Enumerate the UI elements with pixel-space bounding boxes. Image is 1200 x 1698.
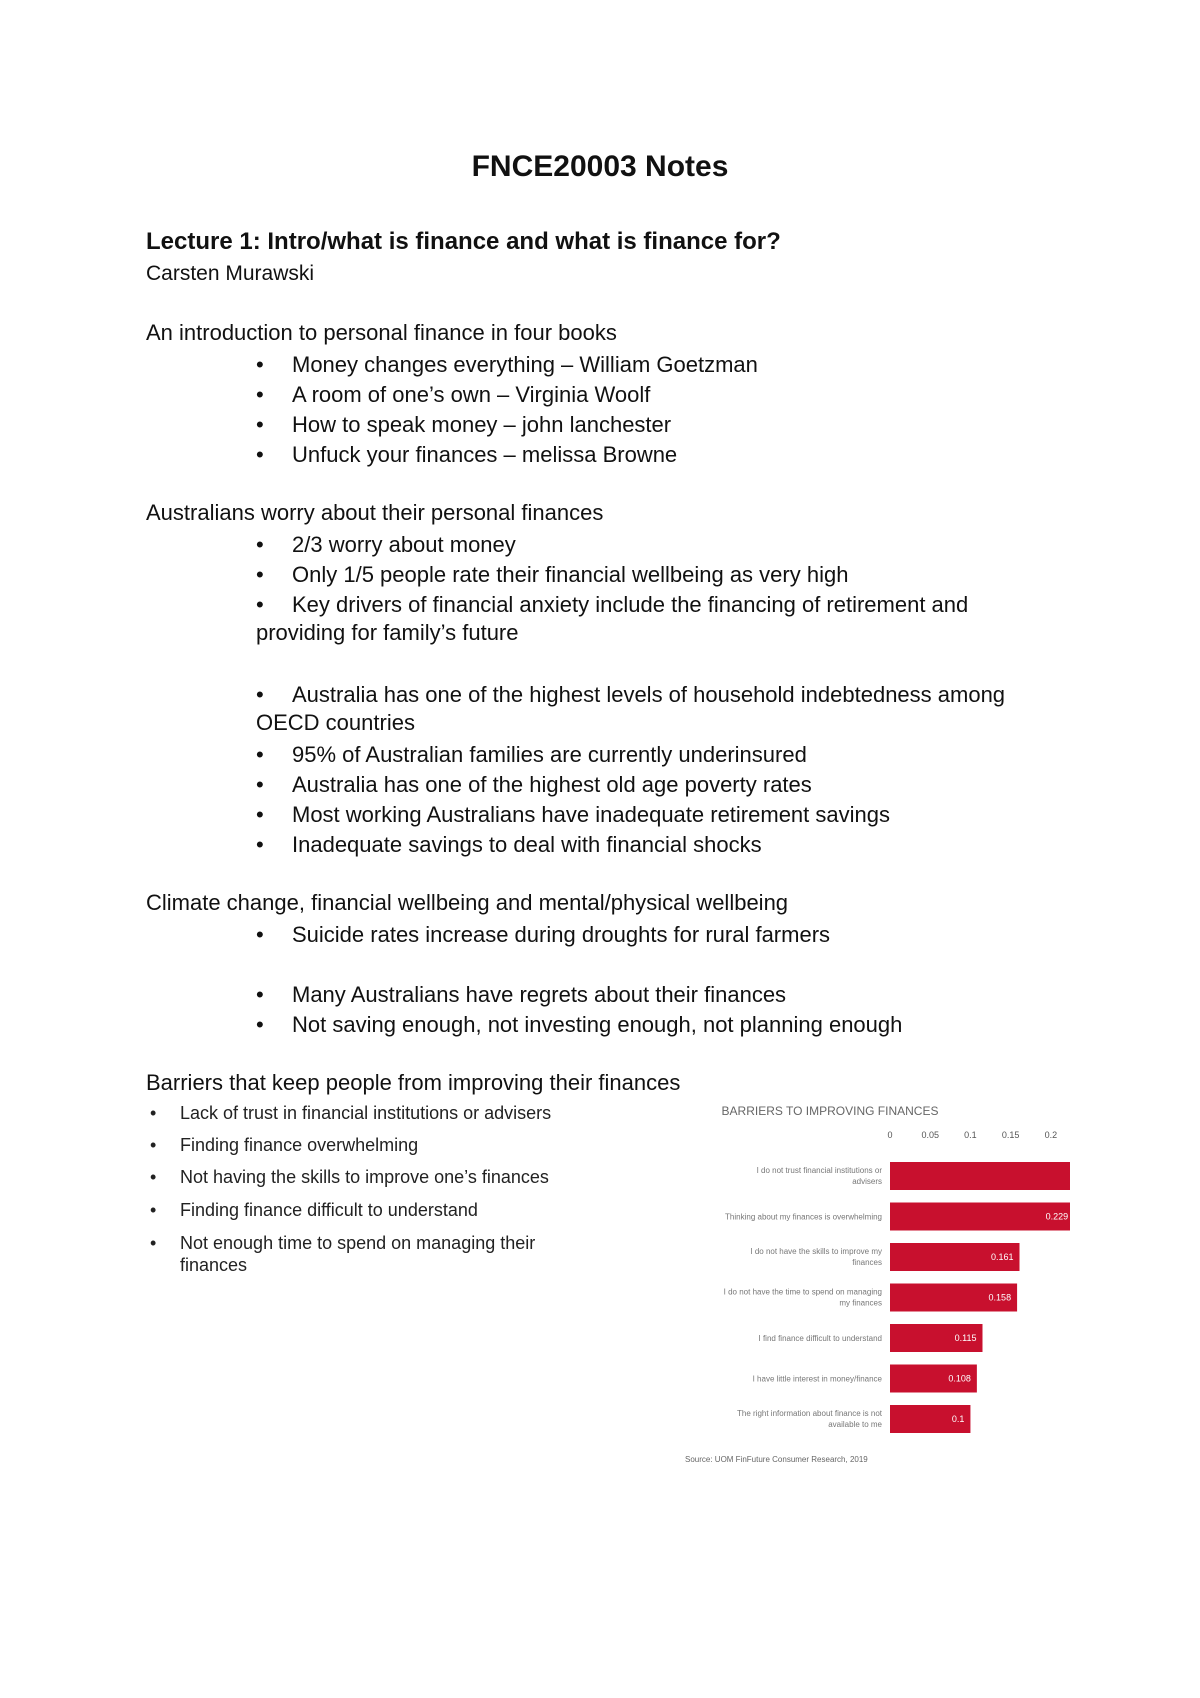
section-heading-books: An introduction to personal finance in four books <box>146 320 617 345</box>
list-item-continuation: OECD countries <box>256 710 415 735</box>
category-label: I do not have the skills to improve my finances <box>750 1247 882 1267</box>
list-item: • Not having the skills to improve one’s finances <box>150 1167 549 1187</box>
page-title: FNCE20003 Notes <box>471 150 729 183</box>
list-item-continuation: finances <box>180 1255 248 1275</box>
list-item: • How to speak money – john lanchester <box>256 412 672 437</box>
list-item: • Money changes everything – William Goetzman <box>256 352 758 377</box>
barriers-chart <box>650 1100 1070 1480</box>
data-label: 0.1 <box>951 1414 965 1424</box>
chart-source: Source: UOM FinFuture Consumer Research, 2019 <box>685 1455 868 1464</box>
section-heading-barriers: Barriers that keep people from improving their finances <box>146 1070 681 1095</box>
data-label: 0.229 <box>1045 1211 1069 1222</box>
x-tick-label: 0 <box>887 1130 893 1140</box>
x-tick-label: 0.05 <box>921 1130 939 1140</box>
bar <box>890 1203 1070 1231</box>
list-item: • 95% of Australian families are currently underinsured <box>256 742 807 767</box>
data-label: 0.158 <box>988 1292 1012 1303</box>
list-item: • Suicide rates increase during droughts for rural farmers <box>256 922 831 947</box>
list-item: • Australia has one of the highest old age poverty rates <box>256 772 812 797</box>
data-label: 0.115 <box>954 1333 977 1343</box>
list-item: • Inadequate savings to deal with financial shocks <box>256 832 762 857</box>
section-heading-worry: Australians worry about their personal finances <box>146 500 604 525</box>
list-item: • Most working Australians have inadequate retirement savings <box>256 802 890 827</box>
list-item: • A room of one’s own – Virginia Woolf <box>256 382 651 407</box>
list-item: • Not enough time to spend on managing their <box>150 1233 536 1253</box>
section-heading-climate: Climate change, financial wellbeing and mental/physical wellbeing <box>146 890 789 915</box>
list-item: • Lack of trust in financial institutions or advisers <box>150 1103 552 1123</box>
list-item: • Finding finance difficult to understand <box>150 1200 478 1220</box>
x-tick-label: 0.1 <box>964 1130 977 1140</box>
category-label: I have little interest in money/finance <box>752 1374 882 1384</box>
lecturer-name: Carsten Murawski <box>146 262 315 285</box>
data-label: 0.108 <box>948 1373 971 1384</box>
category-label: Thinking about my finances is overwhelming <box>725 1212 882 1222</box>
list-item: • Australia has one of the highest levels of household indebtedness among <box>256 682 1006 707</box>
x-tick-label: 0.2 <box>1044 1130 1058 1140</box>
lecture-title: Lecture 1: Intro/what is finance and what is finance for? <box>146 228 781 255</box>
category-label: I find finance difficult to understand <box>758 1334 882 1343</box>
list-item: • Key drivers of financial anxiety include the financing of retirement and <box>256 592 969 617</box>
list-item: • 2/3 worry about money <box>256 532 516 557</box>
list-item: • Many Australians have regrets about their finances <box>256 982 787 1007</box>
x-tick-label: 0.15 <box>1001 1130 1020 1140</box>
category-label: I do not trust financial institutions or advisers <box>756 1166 882 1186</box>
category-label: I do not have the time to spend on managing my finances <box>723 1287 882 1308</box>
category-label: The right information about finance is not available to me <box>737 1409 882 1429</box>
list-item: • Finding finance overwhelming <box>150 1135 419 1155</box>
chart-title: BARRIERS TO IMPROVING FINANCES <box>721 1104 939 1118</box>
list-item: • Only 1/5 people rate their financial wellbeing as very high <box>256 562 849 587</box>
list-item: • Not saving enough, not investing enough, not planning enough <box>256 1012 903 1037</box>
list-item-continuation: providing for family’s future <box>256 620 519 645</box>
data-label: 0.161 <box>990 1252 1014 1262</box>
list-item: • Unfuck your finances – melissa Browne <box>256 442 678 467</box>
bar <box>890 1162 1070 1190</box>
barriers-chart-svg <box>650 1100 1070 1480</box>
